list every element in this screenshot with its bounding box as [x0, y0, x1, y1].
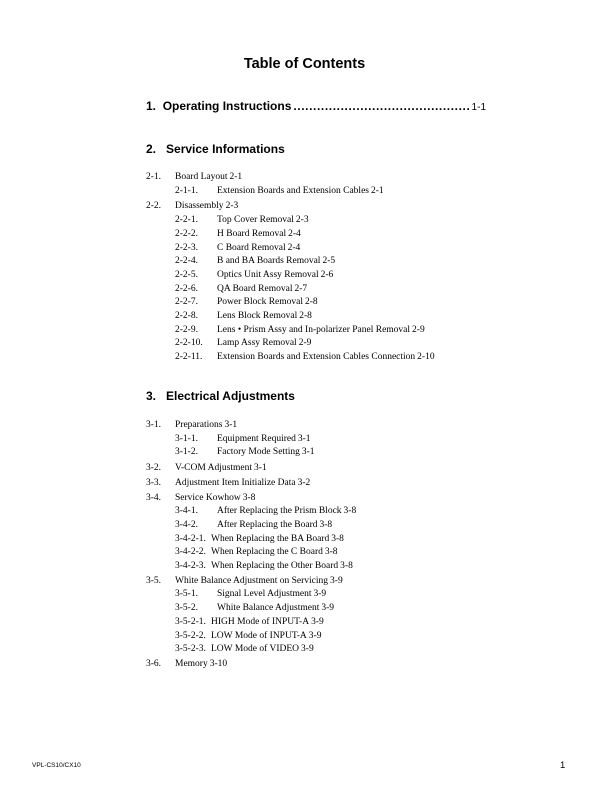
entry-number: 3-5-2.	[175, 603, 198, 614]
entry-title: Lens • Prism Assy and In-polarizer Panel Removal	[217, 324, 411, 335]
entry-title: Equipment Required	[217, 433, 296, 444]
entry-page: 2-7	[294, 283, 308, 294]
entry-title: Optics Unit Assy Removal	[217, 269, 319, 280]
entry-page: 2-1	[229, 172, 243, 182]
entry-title: QA Board Removal	[217, 283, 293, 294]
entry-number: 3-5-1.	[175, 589, 198, 600]
section-title: Operating Instructions	[162, 99, 292, 113]
entry-number: 2-2-2.	[175, 228, 198, 239]
entry-title: Extension Boards and Extension Cables Connection	[217, 352, 416, 363]
leader-dots	[293, 99, 469, 113]
entry-page: 3-9	[308, 630, 322, 641]
entry-title: H Board Removal	[217, 228, 287, 239]
entry-page: 2-4	[287, 242, 301, 253]
entry-page: 2-10	[417, 352, 435, 363]
entry-page: 3-1	[253, 463, 267, 474]
entry-title: Memory	[175, 658, 208, 669]
entry-title: White Balance Adjustment	[217, 603, 320, 614]
entry-page: 3-8	[340, 561, 353, 571]
entry-title: Board Layout	[175, 172, 228, 182]
entry-page: 2-8	[299, 311, 312, 321]
entry-title: HIGH Mode of INPUT-A	[211, 616, 310, 627]
entry-page: 3-8	[319, 519, 333, 530]
section-number: 3.	[146, 389, 157, 403]
entry-title: Preparations	[175, 420, 223, 430]
entry-page: 3-1	[224, 420, 238, 430]
entry-number: 3-4-1.	[175, 506, 198, 517]
toc-section-1[interactable]	[146, 99, 486, 113]
entry-number: 2-2-6.	[175, 283, 198, 294]
section-title: Electrical Adjustments	[166, 389, 295, 403]
entry-number: 3-5-2-3.	[175, 644, 206, 655]
entry-page: 3-1	[297, 433, 311, 444]
entry-title: Factory Mode Setting	[217, 447, 300, 458]
entry-number: 3-5-2-2.	[175, 630, 206, 641]
entry-page: 3-9	[301, 644, 314, 655]
entry-title: Signal Level Adjustment	[217, 589, 312, 600]
entry-page: 3-8	[242, 492, 256, 503]
entry-title: When Replacing the Other Board	[211, 561, 339, 571]
section-title: Service Informations	[166, 142, 285, 156]
entry-title: Extension Boards and Extension Cables	[217, 185, 369, 196]
footer-page-number: 1	[560, 760, 566, 771]
entry-title: Adjustment Item Initialize Data	[175, 477, 296, 488]
entry-number: 3-3.	[146, 477, 162, 488]
entry-number: 2-2.	[146, 201, 162, 212]
entry-number: 3-1-1.	[175, 433, 198, 444]
entry-page: 2-9	[298, 338, 312, 349]
entry-number: 2-2-10.	[175, 338, 203, 349]
entry-number: 2-2-7.	[175, 297, 198, 308]
entry-title: Lens Block Removal	[217, 311, 298, 321]
entry-number: 2-1-1.	[175, 185, 198, 196]
entry-page: 3-8	[331, 533, 344, 544]
entry-page: 3-9	[321, 603, 335, 614]
entry-number: 3-2.	[146, 463, 162, 474]
entry-title: After Replacing the Prism Block	[217, 506, 342, 517]
entry-number: 2-2-1.	[175, 215, 198, 226]
entry-page: 2-5	[322, 256, 336, 267]
entry-title: When Replacing the C Board	[211, 547, 323, 558]
entry-title: B and BA Boards Removal	[217, 256, 321, 267]
entry-number: 2-2-11.	[175, 352, 203, 363]
entry-page: 3-8	[324, 547, 338, 558]
entry-page: 2-3	[225, 201, 239, 212]
entry-page: 3-1	[301, 447, 315, 458]
entry-title: LOW Mode of VIDEO	[211, 644, 300, 655]
page-title: Table of Contents	[243, 56, 366, 72]
entry-number: 3-4-2-1.	[175, 533, 206, 544]
entry-title: Service Kowhow	[175, 492, 241, 503]
entry-title: LOW Mode of INPUT-A	[211, 630, 307, 641]
toc-section-2[interactable]	[146, 142, 285, 156]
entry-number: 2-2-9.	[175, 324, 198, 335]
entry-title: C Board Removal	[217, 242, 286, 253]
entry-number: 3-4-2.	[175, 519, 198, 530]
entry-number: 3-1-2.	[175, 447, 198, 458]
entry-page: 2-1	[370, 185, 384, 196]
entry-title: Disassembly	[175, 201, 224, 212]
entry-number: 3-4-2-3.	[175, 561, 206, 571]
entry-title: V-COM Adjustment	[175, 463, 252, 474]
entry-page: 2-3	[295, 215, 309, 226]
entry-page: 3-9	[313, 589, 327, 600]
entry-number: 2-2-3.	[175, 242, 198, 253]
entry-title: Lamp Assy Removal	[217, 338, 297, 349]
entry-page: 3-8	[343, 506, 357, 517]
entry-number: 3-1.	[146, 420, 162, 430]
entry-number: 2-2-4.	[175, 256, 198, 267]
entry-number: 2-2-5.	[175, 269, 198, 280]
entry-number: 2-2-8.	[175, 311, 198, 321]
entry-page: 2-4	[288, 228, 301, 239]
entry-number: 3-4.	[146, 492, 162, 503]
entry-page: 2-9	[412, 324, 425, 335]
entry-page: 3-2	[297, 477, 311, 488]
section-page: 1-1	[471, 102, 486, 113]
entry-number: 2-1.	[146, 172, 162, 182]
entry-number: 3-5-2-1.	[175, 616, 206, 627]
entry-number: 3-6.	[146, 658, 162, 669]
entry-page: 2-8	[305, 297, 318, 308]
entry-page: 3-9	[311, 616, 324, 627]
entry-title: Top Cover Removal	[217, 215, 294, 226]
entry-number: 3-4-2-2.	[175, 547, 206, 558]
entry-page: 3-10	[209, 658, 228, 669]
section-number: 1.	[146, 99, 157, 113]
entry-title: After Replacing the Board	[217, 519, 318, 530]
entry-title: Power Block Removal	[217, 297, 304, 308]
entry-page: 2-6	[320, 269, 334, 280]
section-number: 2.	[146, 142, 157, 156]
entry-title: White Balance Adjustment on Servicing	[175, 575, 329, 586]
toc-section-3[interactable]	[146, 389, 295, 403]
entry-number: 3-5.	[146, 575, 162, 586]
footer-model: VPL-CS10/CX10	[32, 762, 81, 769]
entry-page: 3-9	[330, 575, 343, 586]
entry-title: When Replacing the BA Board	[211, 533, 330, 544]
